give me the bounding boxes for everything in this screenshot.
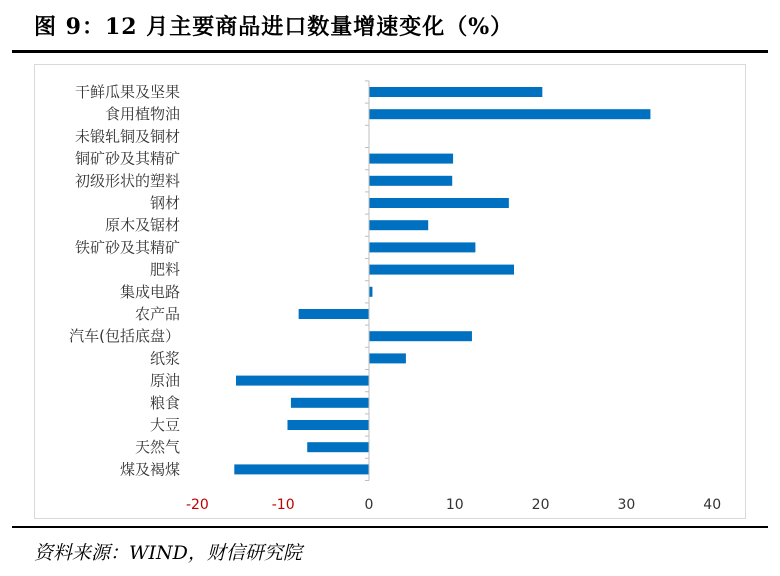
bar <box>369 353 406 363</box>
category-label: 干鲜瓜果及坚果 <box>74 83 180 101</box>
category-label: 原油 <box>149 371 180 390</box>
category-label: 纸浆 <box>149 349 180 368</box>
bar <box>287 420 369 430</box>
x-tick-label: 20 <box>531 497 550 513</box>
bar <box>369 109 650 119</box>
bar <box>307 442 369 452</box>
category-label: 粮食 <box>149 393 180 412</box>
bar <box>369 176 452 186</box>
bar <box>369 154 453 164</box>
category-labels <box>69 83 180 478</box>
source-note: 资料来源：WIND，财信研究院 <box>34 542 302 564</box>
category-label: 肥料 <box>149 260 180 279</box>
bar <box>369 287 372 297</box>
tick-labels <box>186 497 721 513</box>
bottom-rule <box>12 526 768 528</box>
x-tick-label: 0 <box>364 497 374 513</box>
x-tick-label: 40 <box>703 497 722 513</box>
bar <box>236 376 369 386</box>
category-label: 未锻轧铜及铜材 <box>74 127 180 146</box>
bar <box>234 464 369 474</box>
bar <box>291 398 369 408</box>
category-label: 煤及褐煤 <box>119 460 180 479</box>
x-tick-label: -20 <box>185 497 209 513</box>
category-label: 食用植物油 <box>104 105 180 124</box>
x-tick-label: 10 <box>445 497 464 513</box>
bar <box>369 265 514 275</box>
figure-title: 图 9：12 月主要商品进口数量增速变化（%） <box>34 14 514 40</box>
x-tick-label: 30 <box>617 497 636 513</box>
category-label: 铜矿砂及其精矿 <box>74 149 180 168</box>
bar <box>369 331 472 341</box>
bar <box>369 198 509 208</box>
category-label: 钢材 <box>149 194 180 212</box>
x-tick-label: -10 <box>271 497 295 513</box>
category-label: 铁矿砂及其精矿 <box>74 238 180 257</box>
bars <box>234 87 650 474</box>
bar <box>299 309 369 319</box>
category-label: 集成电路 <box>119 282 180 301</box>
category-label: 大豆 <box>149 416 180 434</box>
category-label: 原木及锯材 <box>104 216 180 235</box>
category-label: 汽车(包括底盘） <box>69 327 180 346</box>
bar <box>369 220 428 230</box>
category-label: 天然气 <box>134 438 180 457</box>
category-label: 初级形状的塑料 <box>74 171 180 190</box>
category-label: 农产品 <box>134 305 180 323</box>
bar <box>369 242 475 252</box>
bar <box>369 87 542 97</box>
